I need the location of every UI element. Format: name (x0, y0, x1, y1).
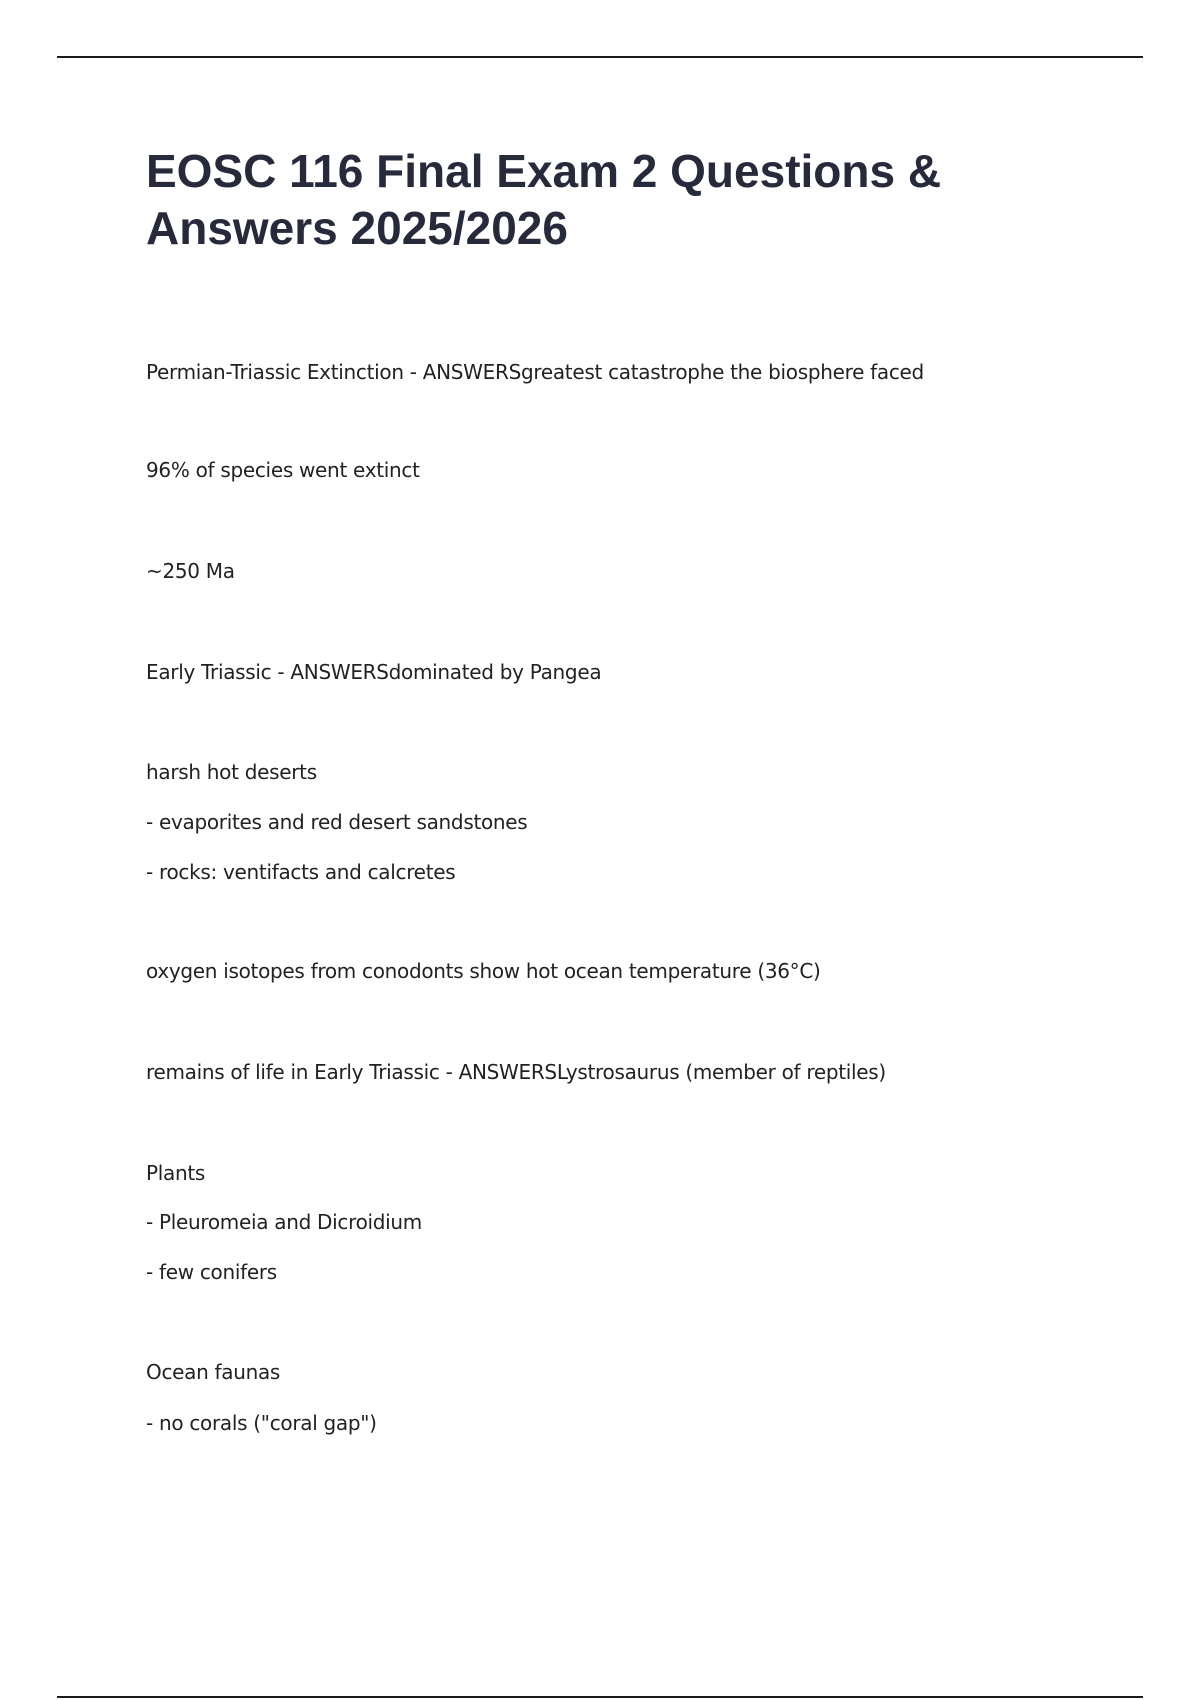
text-line: - rocks: ventifacts and calcretes (146, 860, 456, 884)
text-line: remains of life in Early Triassic - ANSWERSLystrosaurus (member of reptiles) (146, 1060, 886, 1084)
text-line: - Pleuromeia and Dicroidium (146, 1210, 422, 1234)
text-line: ~250 Ma (146, 559, 235, 583)
text-line: Plants (146, 1161, 206, 1185)
text-line: Permian-Triassic Extinction - ANSWERSgreatest catastrophe the biosphere faced (146, 360, 924, 384)
text-line: - no corals ("coral gap") (146, 1411, 377, 1435)
text-line: Early Triassic - ANSWERSdominated by Pangea (146, 660, 602, 684)
text-line: - few conifers (146, 1260, 277, 1284)
text-line: Ocean faunas (146, 1360, 281, 1384)
text-line: 96% of species went extinct (146, 458, 420, 482)
text-line: - evaporites and red desert sandstones (146, 810, 528, 834)
text-line: harsh hot deserts (146, 760, 317, 784)
bottom-divider (57, 1696, 1143, 1698)
top-divider (57, 56, 1143, 58)
text-line: oxygen isotopes from conodonts show hot ocean temperature (36°C) (146, 959, 821, 983)
page-title: EOSC 116 Final Exam 2 Questions & Answers 2025/2026 (146, 145, 942, 254)
